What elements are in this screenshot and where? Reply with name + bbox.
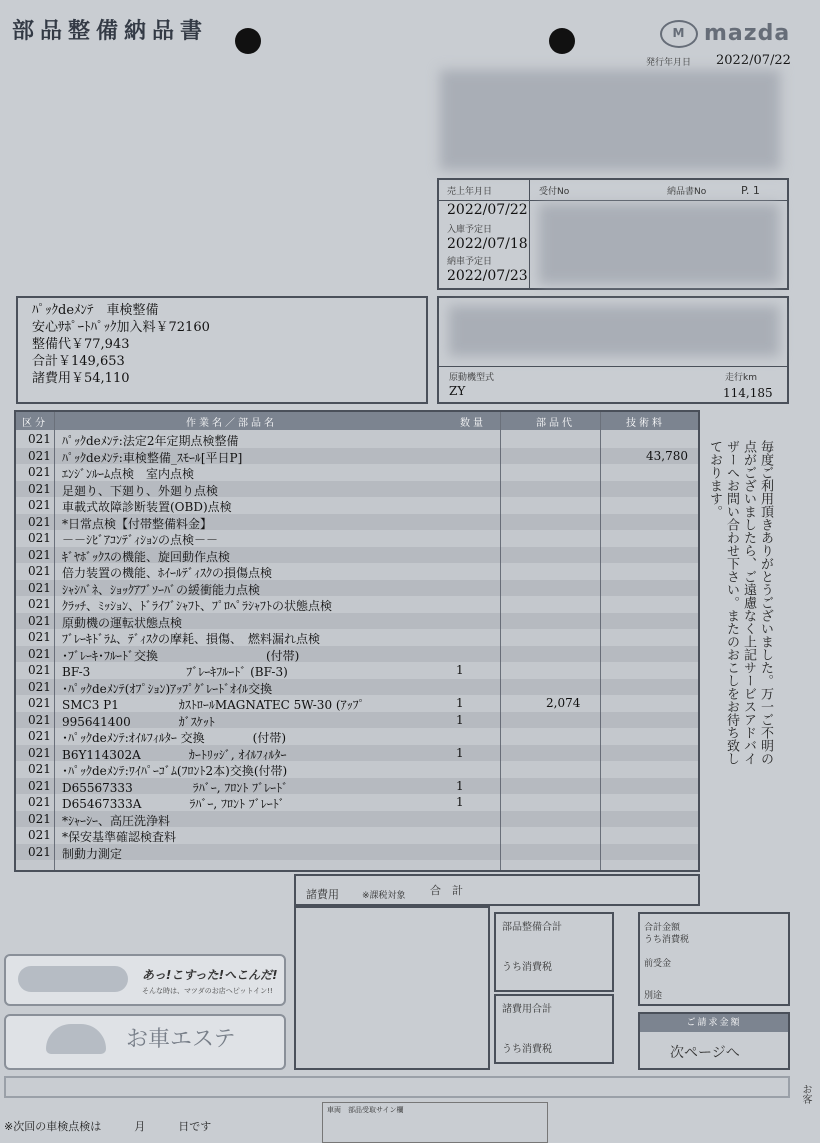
row-qty: 1 (456, 712, 464, 727)
row-code: 021 (28, 712, 51, 727)
row-name: 995641400 ｶﾞｽｹｯﾄ (62, 714, 215, 729)
row-name: 車載式故障診断装置(OBD)点検 (62, 500, 232, 514)
col-parts: 部品代 (536, 418, 575, 429)
table-row (16, 547, 698, 564)
table-row (16, 514, 698, 531)
signature-label: 車両 部品受取サイン欄 (327, 1106, 404, 1114)
order-info-box (437, 178, 789, 290)
table-row (16, 530, 698, 547)
engine-type: ZY (449, 384, 466, 398)
invoice-label: 納品書No (667, 187, 707, 197)
misc-header-box (294, 874, 700, 906)
parts-total-label: 部品整備合計 (502, 922, 562, 933)
row-code: 021 (28, 646, 51, 661)
sum-label: 合計金額 (644, 923, 681, 933)
mazda-logo (660, 20, 790, 48)
row-name: ･ﾌﾞﾚｰｷ･ﾌﾙｰﾄﾞ交換 (付帯) (62, 648, 300, 663)
work-items-table (14, 410, 700, 872)
table-row (16, 448, 698, 465)
table-row (16, 596, 698, 613)
misc-detail-box (294, 906, 490, 1070)
table-row (16, 728, 698, 745)
row-code: 021 (28, 778, 51, 793)
row-name: 倍力装置の機能、ﾎｲｰﾙﾃﾞｨｽｸの損傷点検 (62, 566, 273, 580)
entry-date: 2022/07/18 (447, 236, 528, 252)
table-row (16, 844, 698, 861)
row-tech: 43,780 (646, 448, 688, 463)
row-qty: 1 (456, 663, 464, 677)
row-qty: 1 (456, 778, 464, 793)
redacted-address (440, 70, 780, 170)
table-row (16, 662, 698, 679)
sales-date-label: 売上年月日 (447, 187, 493, 197)
row-code: 021 (28, 745, 51, 760)
customer-label: お客 (800, 1084, 811, 1104)
signature-box (322, 1102, 548, 1143)
redacted-info (539, 204, 779, 284)
row-name: 原動機の運転状態点検 (62, 615, 183, 630)
mazda-emblem-icon: M (660, 20, 698, 48)
issue-date-label: 発行年月日 (646, 58, 692, 68)
summary-line: 整備代￥77,943 (32, 337, 130, 352)
table-row (16, 712, 698, 729)
row-code: 021 (28, 762, 51, 776)
summary-box (16, 296, 428, 404)
summary-line: 合計￥149,653 (32, 354, 125, 369)
delivery-date: 2022/07/23 (447, 268, 528, 284)
row-name: D65467333A ﾗﾊﾞｰ, ﾌﾛﾝﾄ ﾌﾞﾚｰﾄﾞ (62, 797, 285, 811)
row-name: ･ﾊﾟｯｸdeﾒﾝﾃ(ｵﾌﾟｼｮﾝ)ｱｯﾌﾟｸﾞﾚｰﾄﾞｵｲﾙ交換 (62, 681, 273, 696)
car-icon (46, 1024, 106, 1054)
table-row (16, 811, 698, 828)
row-name: ｴﾝｼﾞﾝﾙｰﾑ点検 室内点検 (62, 467, 195, 481)
thank-you-note: 毎度ご利用頂きありがとうございました。万一ご不明の点がございましたら、ご遠慮なく上記サービスアドバイザーへお問い合わせ下さい。またのおこしをお待ち致しております。 (707, 440, 773, 765)
row-code: 021 (28, 432, 51, 446)
row-code: 021 (28, 696, 51, 710)
table-row (16, 580, 698, 597)
row-qty: 1 (456, 795, 464, 809)
misc-total-box (494, 994, 614, 1064)
table-row (16, 464, 698, 481)
table-row (16, 646, 698, 663)
row-qty: 1 (456, 696, 464, 710)
document-title: 部品整備納品書 (12, 19, 209, 44)
row-parts: 2,074 (546, 696, 581, 710)
vehicle-box (437, 296, 789, 404)
row-code: 021 (28, 481, 51, 496)
row-name: ･ﾊﾟｯｸdeﾒﾝﾃ:ﾜｲﾊﾟｰｺﾞﾑ(ﾌﾛﾝﾄ2本)交換(付帯) (62, 764, 288, 778)
row-name: ﾌﾞﾚｰｷﾄﾞﾗﾑ、ﾃﾞｨｽｸの摩耗、損傷、 燃料漏れ点検 (62, 632, 321, 646)
row-code: 021 (28, 580, 51, 595)
table-row (16, 563, 698, 580)
row-name: 制動力測定 (62, 846, 123, 861)
table-row (16, 827, 698, 844)
row-name: 足廻り、下廻り、外廻り点検 (62, 483, 219, 498)
table-row (16, 629, 698, 646)
row-name: *保安基準確認検査料 (62, 830, 177, 844)
sales-date: 2022/07/22 (447, 202, 528, 218)
banner-esthe: お車エステ (126, 1027, 236, 1052)
next-page-label: 次ページへ (670, 1045, 740, 1061)
other-label: 別途 (644, 991, 663, 1001)
delivery-label: 納車予定日 (447, 257, 493, 267)
remarks-field (4, 1076, 790, 1098)
row-code: 021 (28, 729, 51, 743)
table-row (16, 794, 698, 811)
row-code: 021 (28, 531, 51, 545)
table-row (16, 481, 698, 498)
row-code: 021 (28, 498, 51, 512)
row-code: 021 (28, 630, 51, 644)
misc-label: 諸費用 (306, 888, 339, 901)
table-row (16, 613, 698, 630)
row-code: 021 (28, 448, 51, 463)
row-code: 021 (28, 465, 51, 479)
table-row (16, 695, 698, 712)
sum-tax-label: うち消費税 (644, 935, 690, 945)
page-number: P. 1 (741, 184, 760, 197)
col-name: 作業名／部品名 (186, 418, 277, 429)
row-qty: 1 (456, 745, 464, 760)
summary-line: 安心ｻﾎﾟｰﾄﾊﾟｯｸ加入料￥72160 (32, 320, 210, 335)
summary-line: 諸費用￥54,110 (32, 371, 130, 386)
mileage-label: 走行km (725, 373, 757, 383)
row-code: 021 (28, 679, 51, 694)
table-row (16, 431, 698, 448)
row-name: ｷﾞﾔﾎﾞｯｸｽの機能、旋回動作点検 (62, 549, 231, 564)
qd-pit-banner (4, 954, 286, 1006)
col-tech: 技術料 (626, 418, 665, 429)
banner-headline: あっ!こすった!へこんだ! (142, 968, 278, 982)
row-code: 021 (28, 514, 51, 529)
parts-total-box (494, 912, 614, 992)
row-name: BF-3 ﾌﾞﾚｰｷﾌﾙｰﾄﾞ (BF-3) (62, 665, 288, 679)
col-qty: 数量 (460, 418, 486, 429)
entry-label: 入庫予定日 (447, 225, 493, 235)
punch-hole (235, 28, 261, 54)
row-code: 021 (28, 597, 51, 611)
col-code: 区分 (22, 418, 48, 429)
misc-total-label: 諸費用合計 (502, 1004, 552, 1015)
parts-tax-label: うち消費税 (502, 962, 552, 973)
total-label: 合 計 (430, 884, 463, 897)
summary-line: ﾊﾟｯｸdeﾒﾝﾃ 車検整備 (32, 303, 159, 318)
row-name: ｸﾗｯﾁ、ﾐｯｼｮﾝ、ﾄﾞﾗｲﾌﾞｼｬﾌﾄ、ﾌﾟﾛﾍﾟﾗｼｬﾌﾄの状態点検 (62, 599, 333, 613)
row-name: SMC3 P1 ｶｽﾄﾛｰﾙMAGNATEC 5W-30 (ｱｯﾌﾟ (62, 698, 365, 712)
row-name: D65567333 ﾗﾊﾞｰ, ﾌﾛﾝﾄ ﾌﾞﾚｰﾄﾞ (62, 780, 289, 795)
row-code: 021 (28, 844, 51, 859)
row-name: ﾊﾟｯｸdeﾒﾝﾃ:法定2年定期点検整備 (62, 434, 239, 448)
row-name: ･ﾊﾟｯｸdeﾒﾝﾃ:ｵｲﾙﾌｨﾙﾀｰ 交換 (付帯) (62, 731, 287, 745)
tax-target-label: ※課税対象 (362, 891, 406, 901)
mileage: 114,185 (723, 386, 773, 400)
prepaid-label: 前受金 (644, 959, 672, 969)
issue-date: 2022/07/22 (716, 53, 791, 68)
table-row (16, 679, 698, 696)
row-code: 021 (28, 564, 51, 578)
reception-label: 受付No (539, 187, 570, 197)
bill-box (638, 1012, 790, 1070)
car-esthe-banner (4, 1014, 286, 1070)
grand-total-box (638, 912, 790, 1006)
misc-tax-label: うち消費税 (502, 1044, 552, 1055)
row-code: 021 (28, 811, 51, 826)
row-code: 021 (28, 547, 51, 562)
row-code: 021 (28, 795, 51, 809)
table-row (16, 745, 698, 762)
row-code: 021 (28, 613, 51, 628)
row-name: *ｼｬｰｼｰ、高圧洗浄料 (62, 813, 171, 828)
row-name: －－ｼﾋﾞｱｺﾝﾃﾞｨｼｮﾝの点検－－ (62, 533, 219, 547)
redacted-vehicle (449, 306, 779, 356)
row-name: B6Y114302A ｶｰﾄﾘｯｼﾞ, ｵｲﾙﾌｨﾙﾀｰ (62, 747, 287, 762)
bill-label: ご請求金額 (640, 1014, 788, 1032)
row-code: 021 (28, 828, 51, 842)
table-row (16, 778, 698, 795)
banner-subline: そんな時は、マツダのお店へピットイン!! (142, 987, 273, 995)
table-header (16, 412, 698, 430)
brand-name: mazda (704, 21, 791, 46)
row-name: *日常点検【付帯整備料金】 (62, 516, 213, 531)
row-name: ｼｬｼﾊﾞﾈ、ｼｮｯｸｱﾌﾞｿｰﾊﾞの緩衝能力点検 (62, 582, 261, 597)
row-code: 021 (28, 663, 51, 677)
table-row (16, 497, 698, 514)
row-name: ﾊﾟｯｸdeﾒﾝﾃ:車検整備_ｽﾓｰﾙ[平日P] (62, 450, 243, 465)
table-row (16, 761, 698, 778)
engine-label: 原動機型式 (449, 373, 495, 383)
punch-hole (549, 28, 575, 54)
next-inspection: ※次回の車検点検は 月 日です (4, 1120, 212, 1133)
